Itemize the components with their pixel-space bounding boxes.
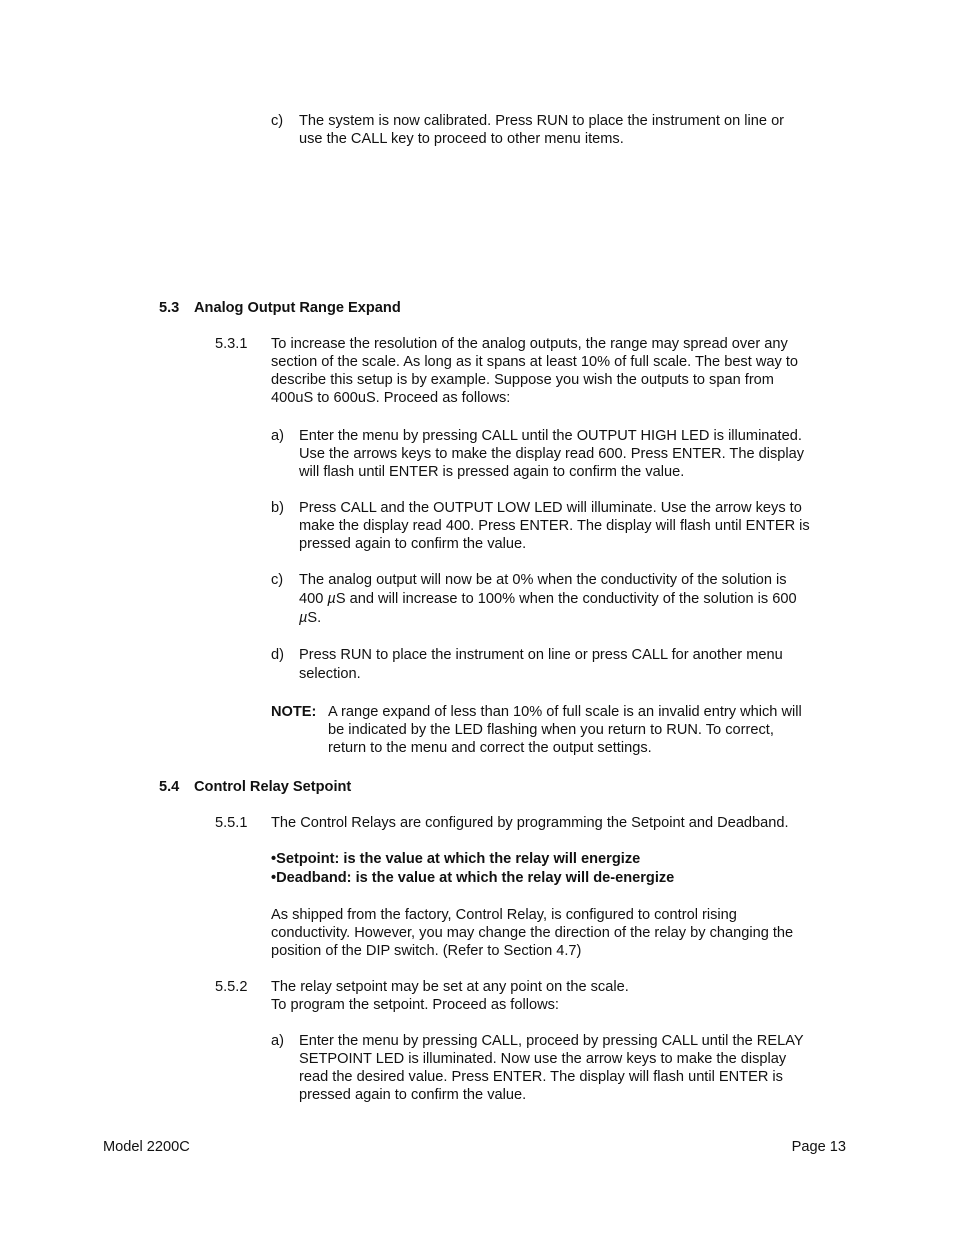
list-item-text — [299, 499, 810, 553]
note-label: NOTE: — [271, 704, 317, 720]
text-line: Enter the menu by pressing CALL, proceed by pressing CALL until the RELAY — [299, 1033, 804, 1049]
text-line: Use the arrows keys to make the display read 600. Press ENTER. The display — [299, 446, 805, 462]
subsection-paragraph — [271, 978, 629, 1014]
text-line: Press CALL and the OUTPUT LOW LED will illuminate. Use the arrow keys to — [299, 500, 802, 516]
text-fragment: S. — [307, 610, 322, 626]
text-line: will flash until ENTER is pressed again to confirm the value. — [299, 464, 685, 480]
text-line: SETPOINT LED is illuminated. Now use the arrow keys to make the display — [299, 1051, 787, 1067]
list-marker: d) — [271, 647, 284, 663]
section-title: Control Relay Setpoint — [194, 779, 352, 795]
footer-page-number: Page 13 — [791, 1139, 846, 1155]
text-line: return to the menu and correct the output settings. — [328, 740, 652, 756]
micro-symbol: µ — [299, 610, 308, 626]
list-item-text — [299, 112, 784, 148]
micro-symbol: µ — [327, 591, 336, 607]
text-line: use the CALL key to proceed to other menu items. — [299, 131, 624, 147]
text-fragment: S and will increase to 100% when the conductivity of the solution is 600 — [335, 591, 797, 607]
text-line: pressed again to confirm the value. — [299, 536, 527, 552]
text-line: be indicated by the LED flashing when you return to RUN. To correct, — [328, 722, 774, 738]
text-line: position of the DIP switch. (Refer to Section 4.7) — [271, 943, 582, 959]
text-line: 400uS to 600uS. Proceed as follows: — [271, 390, 511, 406]
note-text — [328, 703, 802, 757]
text-line: Press RUN to place the instrument on line or press CALL for another menu — [299, 647, 783, 663]
subsection-paragraph — [271, 335, 798, 407]
text-line: The relay setpoint may be set at any point on the scale. — [271, 979, 629, 995]
section-number: 5.4 — [159, 779, 180, 795]
bullet-item: •Deadband: is the value at which the relay will de-energize — [271, 870, 675, 886]
text-line: read the desired value. Press ENTER. The display will flash until ENTER is — [299, 1069, 783, 1085]
text-line: To increase the resolution of the analog outputs, the range may spread over any — [271, 336, 788, 352]
list-item-text — [299, 646, 783, 684]
list-marker: c) — [271, 113, 284, 129]
section-title: Analog Output Range Expand — [194, 300, 401, 316]
list-marker: a) — [271, 428, 284, 444]
text-fragment: 400 — [299, 591, 328, 607]
list-item-text — [299, 427, 804, 481]
text-line — [299, 609, 797, 628]
text-line: describe this setup is by example. Suppose you wish the outputs to span from — [271, 372, 774, 388]
text-line: As shipped from the factory, Control Relay, is configured to control rising — [271, 907, 737, 923]
subsection-number: 5.5.1 — [215, 815, 248, 831]
text-line: pressed again to confirm the value. — [299, 1087, 527, 1103]
list-marker: b) — [271, 500, 284, 516]
text-line: make the display read 400. Press ENTER. The display will flash until ENTER is — [299, 518, 810, 534]
text-line: section of the scale. As long as it spans at least 10% of full scale. The best way to — [271, 354, 799, 370]
list-item-text — [299, 1032, 804, 1104]
subsection-number: 5.5.2 — [215, 979, 248, 995]
text-line: selection. — [299, 666, 361, 682]
subsection-number: 5.3.1 — [215, 336, 248, 352]
list-marker: c) — [271, 572, 284, 588]
bullet-item: •Setpoint: is the value at which the relay will energize — [271, 851, 641, 867]
section-number: 5.3 — [159, 300, 180, 316]
text-line: A range expand of less than 10% of full scale is an invalid entry which will — [328, 704, 802, 720]
text-line: Enter the menu by pressing CALL until the OUTPUT HIGH LED is illuminated. — [299, 428, 802, 444]
text-line: To program the setpoint. Proceed as follows: — [271, 997, 559, 1013]
list-marker: a) — [271, 1033, 284, 1049]
subsection-text: The Control Relays are configured by programming the Setpoint and Deadband. — [271, 815, 789, 831]
text-line: The analog output will now be at 0% when the conductivity of the solution is — [299, 572, 787, 588]
text-line: conductivity. However, you may change the direction of the relay by changing the — [271, 925, 794, 941]
text-line: The system is now calibrated. Press RUN to place the instrument on line or — [299, 113, 785, 129]
list-item-text — [299, 571, 797, 628]
bullet-list — [271, 850, 674, 888]
text-line — [299, 590, 797, 609]
paragraph — [271, 906, 793, 960]
footer-model: Model 2200C — [103, 1139, 190, 1155]
